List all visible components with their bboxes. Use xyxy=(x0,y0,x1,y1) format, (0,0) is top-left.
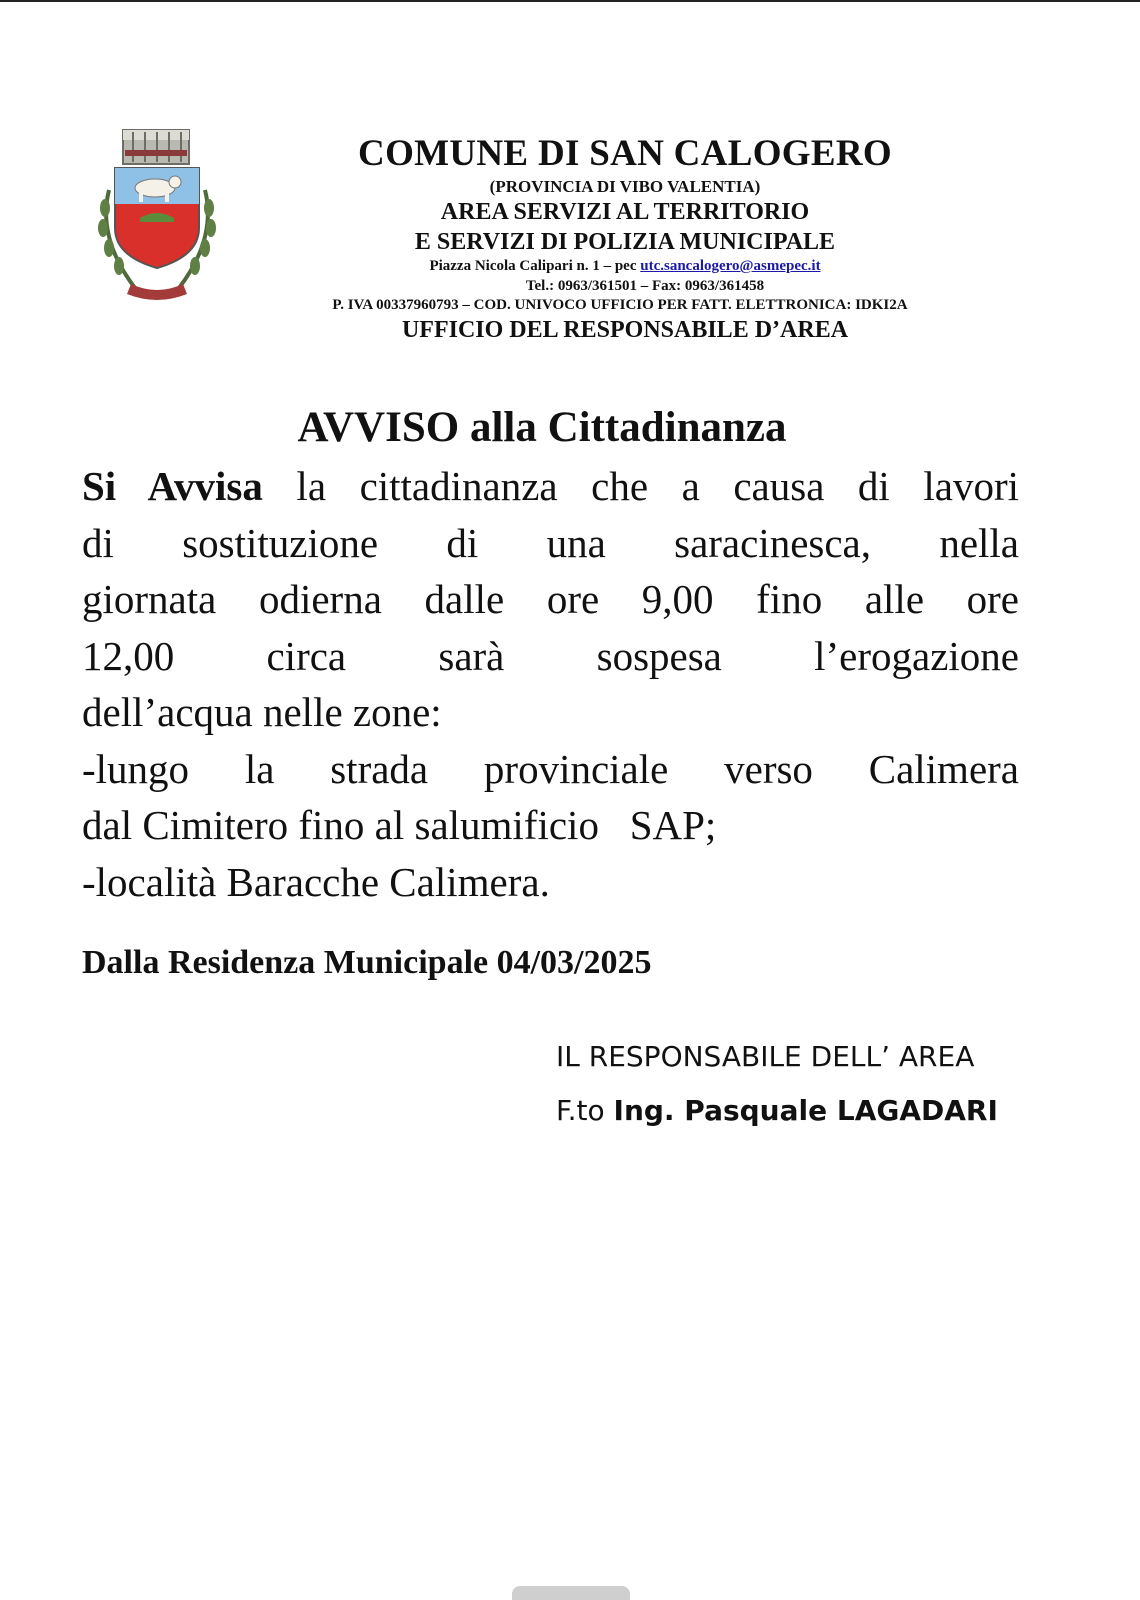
signature-role: IL RESPONSABILE DELL’ AREA xyxy=(556,1040,975,1073)
notice-title: AVVISO alla Cittadinanza xyxy=(297,404,787,451)
signature-name: Ing. Pasquale LAGADARI xyxy=(613,1094,998,1127)
address-line xyxy=(230,258,1020,275)
signature-name-line xyxy=(556,1094,998,1127)
office-line: UFFICIO DEL RESPONSABILE D’AREA xyxy=(401,317,849,343)
coat-of-arms-icon xyxy=(95,128,220,303)
municipality-name: COMUNE DI SAN CALOGERO xyxy=(358,133,892,174)
pec-email-link[interactable]: utc.sancalogero@asmepec.it xyxy=(640,258,821,274)
address-text: Piazza Nicola Calipari n. 1 – pec xyxy=(429,258,641,274)
notice-line-6: -lungo la strada provinciale verso Calimera xyxy=(82,745,1019,792)
notice-line-8: -località Baracche Calimera. xyxy=(82,858,550,905)
vat-code-line: P. IVA 00337960793 – COD. UNIVOCO UFFICIO PER FATT. ELETTRONICA: IDKI2A xyxy=(332,297,908,313)
notice-line-7: dal Cimitero fino al salumificio SAP; xyxy=(82,802,717,848)
area-line-1: AREA SERVIZI AL TERRITORIO xyxy=(440,199,810,225)
notice-line-5: dell’acqua nelle zone: xyxy=(82,689,442,735)
notice-line-1-text: la cittadinanza che a causa di lavori xyxy=(262,463,1019,509)
signature-prefix: F.to xyxy=(556,1094,614,1127)
signoff-date: Dalla Residenza Municipale 04/03/2025 xyxy=(82,944,652,981)
notice-line-4: 12,00 circa sarà sospesa l’erogazione xyxy=(82,632,1019,679)
area-line-2: E SERVIZI DI POLIZIA MUNICIPALE xyxy=(414,229,836,255)
top-border xyxy=(0,0,1140,2)
notice-line-3: giornata odierna dalle ore 9,00 fino alle ore xyxy=(82,576,1019,622)
notice-line-2: di sostituzione di una saracinesca, nella xyxy=(82,519,1019,566)
province-line: (PROVINCIA DI VIBO VALENTIA) xyxy=(489,177,761,196)
notice-line-1 xyxy=(82,458,1019,515)
home-indicator[interactable] xyxy=(512,1586,630,1600)
phone-fax-line: Tel.: 0963/361501 – Fax: 0963/361458 xyxy=(525,278,765,294)
notice-body xyxy=(82,458,1019,910)
notice-lead-bold: Si Avvisa xyxy=(82,463,263,509)
